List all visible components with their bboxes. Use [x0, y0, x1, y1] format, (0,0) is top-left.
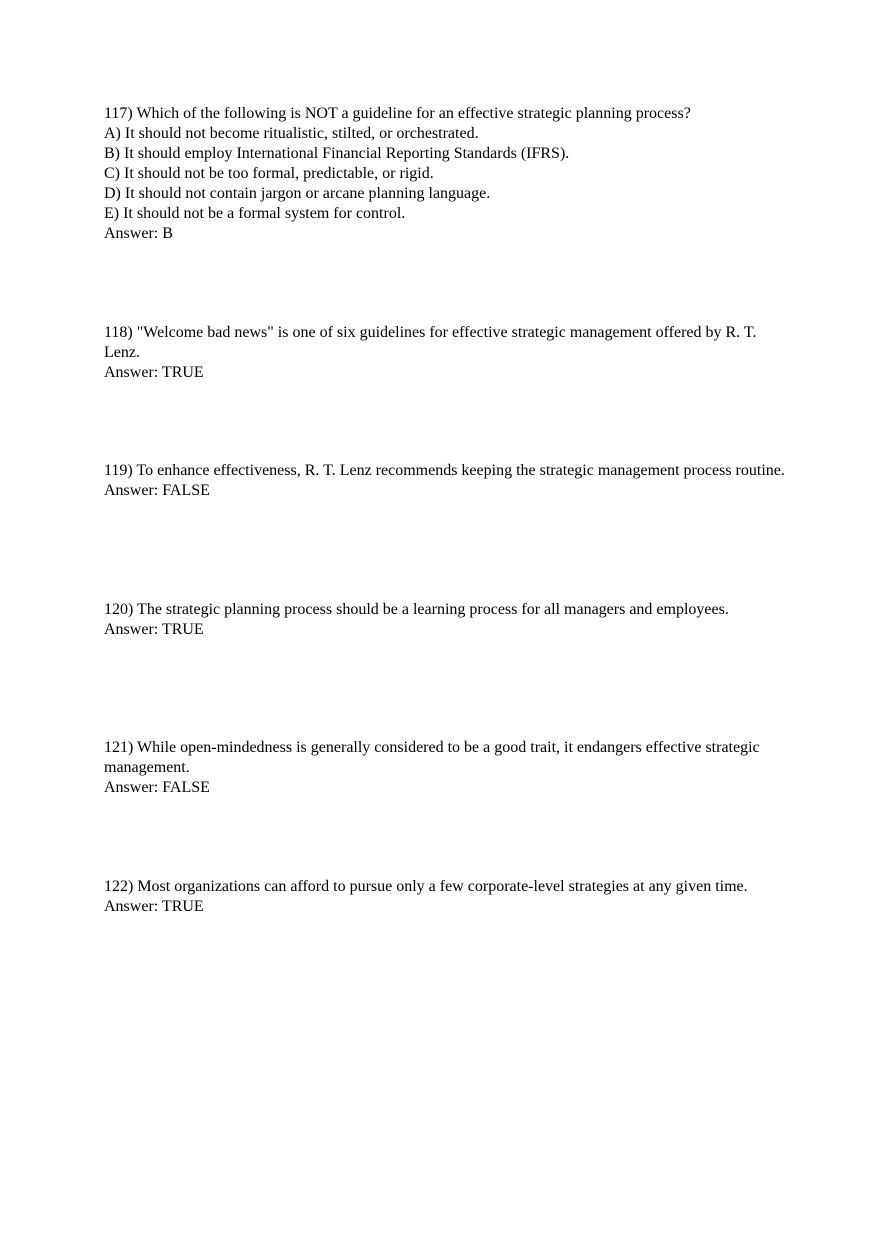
- question-stem: 118) "Welcome bad news" is one of six guidelines for effective strategic management offered by R. T. Lenz.: [104, 324, 757, 361]
- question-118: [104, 323, 794, 383]
- answer: Answer: FALSE: [104, 482, 210, 499]
- question-122: [104, 877, 794, 917]
- answer: Answer: FALSE: [104, 779, 210, 796]
- option-b: B) It should employ International Financial Reporting Standards (IFRS).: [104, 145, 570, 162]
- option-a: A) It should not become ritualistic, stilted, or orchestrated.: [104, 125, 479, 142]
- question-stem: 122) Most organizations can afford to pursue only a few corporate-level strategies at any given time.: [104, 878, 748, 895]
- question-119: [104, 461, 794, 501]
- option-c: C) It should not be too formal, predictable, or rigid.: [104, 165, 434, 182]
- question-stem: 117) Which of the following is NOT a guideline for an effective strategic planning process?: [104, 105, 691, 122]
- question-stem: 121) While open-mindedness is generally considered to be a good trait, it endangers effective strategic management.: [104, 739, 760, 776]
- question-120: [104, 600, 794, 640]
- answer: Answer: B: [104, 225, 173, 242]
- question-117: [104, 104, 794, 244]
- question-121: [104, 738, 794, 798]
- question-stem: 119) To enhance effectiveness, R. T. Lenz recommends keeping the strategic management process routine.: [104, 462, 785, 479]
- option-d: D) It should not contain jargon or arcane planning language.: [104, 185, 491, 202]
- answer: Answer: TRUE: [104, 364, 204, 381]
- question-stem: 120) The strategic planning process should be a learning process for all managers and employees.: [104, 601, 729, 618]
- option-e: E) It should not be a formal system for control.: [104, 205, 406, 222]
- answer: Answer: TRUE: [104, 898, 204, 915]
- answer: Answer: TRUE: [104, 621, 204, 638]
